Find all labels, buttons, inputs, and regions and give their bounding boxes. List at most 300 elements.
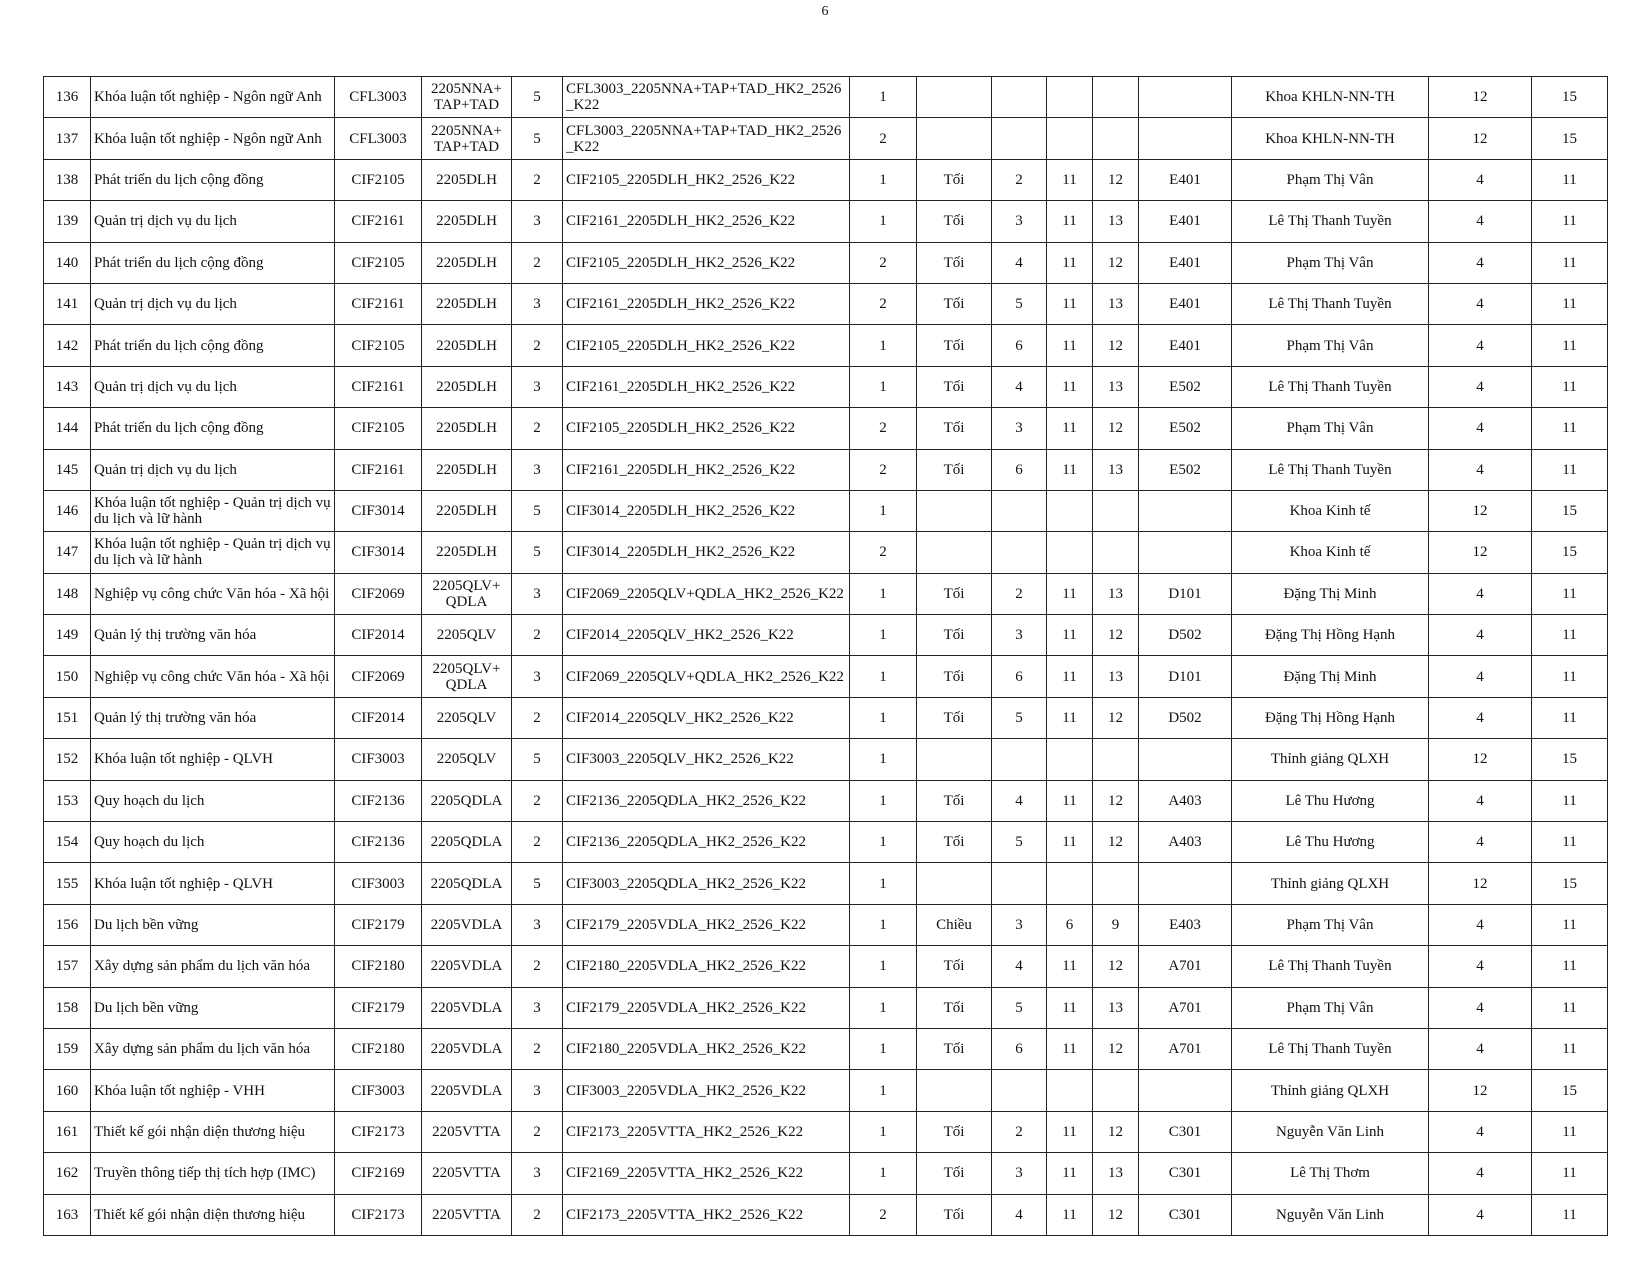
section-code-cell: CIF2179_2205VDLA_HK2_2526_K22	[563, 987, 850, 1028]
table-row	[44, 366, 1608, 407]
section-code-cell: CIF2161_2205DLH_HK2_2526_K22	[563, 201, 850, 242]
course-code-cell: CIF2180	[335, 1028, 422, 1069]
start-period-cell: 11	[1047, 159, 1093, 200]
weekday-cell: 3	[992, 408, 1047, 449]
lecturer-cell: Lê Thu Hương	[1232, 780, 1429, 821]
start-period-cell: 11	[1047, 283, 1093, 324]
weeks-end-cell: 15	[1532, 118, 1608, 159]
section-number-cell: 1	[850, 1028, 917, 1069]
start-period-cell: 11	[1047, 946, 1093, 987]
weeks-start-cell: 12	[1429, 739, 1532, 780]
row-number-cell: 159	[44, 1028, 91, 1069]
course-name-cell: Phát triển du lịch cộng đồng	[91, 325, 335, 366]
weeks-start-cell: 4	[1429, 946, 1532, 987]
room-cell	[1139, 532, 1232, 573]
weeks-start-cell: 4	[1429, 325, 1532, 366]
section-number-cell: 2	[850, 283, 917, 324]
session-cell	[917, 118, 992, 159]
course-name-cell: Quản trị dịch vụ du lịch	[91, 201, 335, 242]
page-number: 6	[821, 4, 829, 19]
section-number-cell: 2	[850, 449, 917, 490]
table-row	[44, 118, 1608, 159]
section-number-cell: 1	[850, 739, 917, 780]
credits-cell: 2	[512, 946, 563, 987]
section-code-cell: CIF2180_2205VDLA_HK2_2526_K22	[563, 946, 850, 987]
course-name-cell: Quy hoạch du lịch	[91, 780, 335, 821]
section-number-cell: 1	[850, 573, 917, 614]
class-group-cell: 2205VTTA	[422, 1194, 512, 1235]
end-period-cell: 12	[1093, 242, 1139, 283]
weeks-end-cell: 11	[1532, 159, 1608, 200]
room-cell: A701	[1139, 1028, 1232, 1069]
credits-cell: 3	[512, 366, 563, 407]
section-number-cell: 1	[850, 490, 917, 531]
weeks-end-cell: 11	[1532, 283, 1608, 324]
session-cell	[917, 532, 992, 573]
weeks-end-cell: 11	[1532, 1111, 1608, 1152]
session-cell: Chiều	[917, 904, 992, 945]
course-name-cell: Quy hoạch du lịch	[91, 822, 335, 863]
section-code-cell: CIF2069_2205QLV+QDLA_HK2_2526_K22	[563, 656, 850, 697]
weeks-end-cell: 11	[1532, 780, 1608, 821]
class-group-cell: 2205DLH	[422, 201, 512, 242]
section-code-cell: CIF3003_2205QLV_HK2_2526_K22	[563, 739, 850, 780]
course-code-cell: CFL3003	[335, 77, 422, 118]
weekday-cell	[992, 77, 1047, 118]
row-number-cell: 140	[44, 242, 91, 283]
course-name-cell: Du lịch bền vững	[91, 987, 335, 1028]
end-period-cell	[1093, 739, 1139, 780]
start-period-cell	[1047, 490, 1093, 531]
class-group-cell: 2205DLH	[422, 366, 512, 407]
table-row	[44, 201, 1608, 242]
section-code-cell: CIF2179_2205VDLA_HK2_2526_K22	[563, 904, 850, 945]
lecturer-cell: Khoa Kinh tế	[1232, 532, 1429, 573]
section-number-cell: 2	[850, 242, 917, 283]
table-row	[44, 325, 1608, 366]
weeks-start-cell: 4	[1429, 573, 1532, 614]
course-code-cell: CIF2105	[335, 242, 422, 283]
end-period-cell: 12	[1093, 697, 1139, 738]
class-group-cell: 2205NNA+ TAP+TAD	[422, 77, 512, 118]
weeks-end-cell: 15	[1532, 77, 1608, 118]
weekday-cell	[992, 490, 1047, 531]
weeks-start-cell: 4	[1429, 822, 1532, 863]
table-row	[44, 1070, 1608, 1111]
section-code-cell: CIF2180_2205VDLA_HK2_2526_K22	[563, 1028, 850, 1069]
row-number-cell: 163	[44, 1194, 91, 1235]
room-cell: A701	[1139, 946, 1232, 987]
section-number-cell: 2	[850, 118, 917, 159]
section-number-cell: 1	[850, 780, 917, 821]
weekday-cell: 2	[992, 159, 1047, 200]
class-group-cell: 2205DLH	[422, 532, 512, 573]
weeks-start-cell: 4	[1429, 201, 1532, 242]
course-code-cell: CIF2136	[335, 822, 422, 863]
row-number-cell: 157	[44, 946, 91, 987]
start-period-cell: 11	[1047, 325, 1093, 366]
end-period-cell	[1093, 490, 1139, 531]
end-period-cell: 12	[1093, 159, 1139, 200]
course-name-cell: Quản trị dịch vụ du lịch	[91, 449, 335, 490]
session-cell: Tối	[917, 283, 992, 324]
room-cell: E401	[1139, 242, 1232, 283]
weekday-cell: 5	[992, 697, 1047, 738]
lecturer-cell: Phạm Thị Vân	[1232, 904, 1429, 945]
table-row	[44, 904, 1608, 945]
section-number-cell: 1	[850, 656, 917, 697]
table-row	[44, 780, 1608, 821]
row-number-cell: 156	[44, 904, 91, 945]
session-cell: Tối	[917, 201, 992, 242]
weeks-end-cell: 15	[1532, 490, 1608, 531]
course-name-cell: Khóa luận tốt nghiệp - QLVH	[91, 863, 335, 904]
class-group-cell: 2205QLV+ QDLA	[422, 656, 512, 697]
weekday-cell	[992, 532, 1047, 573]
course-schedule-table	[43, 76, 1608, 1236]
room-cell: E502	[1139, 449, 1232, 490]
session-cell: Tối	[917, 1111, 992, 1152]
start-period-cell: 11	[1047, 822, 1093, 863]
lecturer-cell: Lê Thu Hương	[1232, 822, 1429, 863]
weeks-end-cell: 11	[1532, 325, 1608, 366]
weeks-start-cell: 12	[1429, 77, 1532, 118]
weeks-end-cell: 11	[1532, 201, 1608, 242]
course-code-cell: CIF2014	[335, 697, 422, 738]
weeks-end-cell: 11	[1532, 822, 1608, 863]
course-name-cell: Thiết kế gói nhận diện thương hiệu	[91, 1111, 335, 1152]
weekday-cell: 3	[992, 1153, 1047, 1194]
credits-cell: 2	[512, 1194, 563, 1235]
class-group-cell: 2205DLH	[422, 283, 512, 324]
weeks-end-cell: 11	[1532, 697, 1608, 738]
course-name-cell: Nghiệp vụ công chức Văn hóa - Xã hội	[91, 656, 335, 697]
session-cell	[917, 1070, 992, 1111]
start-period-cell: 11	[1047, 1028, 1093, 1069]
start-period-cell	[1047, 532, 1093, 573]
lecturer-cell: Lê Thị Thanh Tuyền	[1232, 1028, 1429, 1069]
table-row	[44, 946, 1608, 987]
session-cell: Tối	[917, 242, 992, 283]
course-name-cell: Xây dựng sản phẩm du lịch văn hóa	[91, 1028, 335, 1069]
weeks-end-cell: 11	[1532, 946, 1608, 987]
lecturer-cell: Đặng Thị Minh	[1232, 656, 1429, 697]
row-number-cell: 139	[44, 201, 91, 242]
course-code-cell: CIF2179	[335, 904, 422, 945]
class-group-cell: 2205QDLA	[422, 822, 512, 863]
start-period-cell	[1047, 739, 1093, 780]
start-period-cell: 6	[1047, 904, 1093, 945]
end-period-cell	[1093, 532, 1139, 573]
session-cell: Tối	[917, 946, 992, 987]
section-code-cell: CIF2105_2205DLH_HK2_2526_K22	[563, 408, 850, 449]
section-code-cell: CFL3003_2205NNA+TAP+TAD_HK2_2526_K22	[563, 118, 850, 159]
class-group-cell: 2205VTTA	[422, 1111, 512, 1152]
course-name-cell: Xây dựng sản phẩm du lịch văn hóa	[91, 946, 335, 987]
end-period-cell: 12	[1093, 1194, 1139, 1235]
section-code-cell: CIF3014_2205DLH_HK2_2526_K22	[563, 490, 850, 531]
section-number-cell: 1	[850, 1153, 917, 1194]
table-row	[44, 615, 1608, 656]
credits-cell: 5	[512, 863, 563, 904]
section-code-cell: CFL3003_2205NNA+TAP+TAD_HK2_2526_K22	[563, 77, 850, 118]
weeks-start-cell: 4	[1429, 242, 1532, 283]
end-period-cell: 13	[1093, 573, 1139, 614]
end-period-cell: 12	[1093, 822, 1139, 863]
table-row	[44, 697, 1608, 738]
credits-cell: 3	[512, 1153, 563, 1194]
room-cell: A403	[1139, 822, 1232, 863]
credits-cell: 3	[512, 201, 563, 242]
credits-cell: 2	[512, 242, 563, 283]
section-code-cell: CIF3003_2205VDLA_HK2_2526_K22	[563, 1070, 850, 1111]
section-code-cell: CIF2069_2205QLV+QDLA_HK2_2526_K22	[563, 573, 850, 614]
weekday-cell: 2	[992, 1111, 1047, 1152]
course-code-cell: CIF2161	[335, 449, 422, 490]
row-number-cell: 148	[44, 573, 91, 614]
section-number-cell: 1	[850, 1111, 917, 1152]
room-cell: D502	[1139, 697, 1232, 738]
end-period-cell	[1093, 77, 1139, 118]
start-period-cell: 11	[1047, 408, 1093, 449]
start-period-cell: 11	[1047, 1111, 1093, 1152]
table-row	[44, 1111, 1608, 1152]
course-name-cell: Quản trị dịch vụ du lịch	[91, 283, 335, 324]
section-code-cell: CIF2173_2205VTTA_HK2_2526_K22	[563, 1111, 850, 1152]
session-cell	[917, 490, 992, 531]
start-period-cell: 11	[1047, 201, 1093, 242]
start-period-cell	[1047, 77, 1093, 118]
weekday-cell: 4	[992, 780, 1047, 821]
table-row	[44, 863, 1608, 904]
credits-cell: 3	[512, 656, 563, 697]
class-group-cell: 2205VDLA	[422, 987, 512, 1028]
lecturer-cell: Thỉnh giảng QLXH	[1232, 863, 1429, 904]
session-cell	[917, 77, 992, 118]
class-group-cell: 2205NNA+ TAP+TAD	[422, 118, 512, 159]
weekday-cell: 2	[992, 573, 1047, 614]
course-name-cell: Khóa luận tốt nghiệp - Quản trị dịch vụ du lịch và lữ hành	[91, 490, 335, 531]
course-code-cell: CIF2105	[335, 325, 422, 366]
weeks-start-cell: 4	[1429, 697, 1532, 738]
course-code-cell: CIF2136	[335, 780, 422, 821]
weeks-start-cell: 4	[1429, 780, 1532, 821]
credits-cell: 3	[512, 573, 563, 614]
weeks-start-cell: 4	[1429, 1028, 1532, 1069]
start-period-cell: 11	[1047, 656, 1093, 697]
weekday-cell: 6	[992, 656, 1047, 697]
room-cell: D101	[1139, 573, 1232, 614]
weekday-cell: 5	[992, 283, 1047, 324]
credits-cell: 2	[512, 615, 563, 656]
section-number-cell: 1	[850, 1070, 917, 1111]
course-name-cell: Nghiệp vụ công chức Văn hóa - Xã hội	[91, 573, 335, 614]
room-cell	[1139, 1070, 1232, 1111]
class-group-cell: 2205VDLA	[422, 1070, 512, 1111]
end-period-cell	[1093, 863, 1139, 904]
table-row	[44, 449, 1608, 490]
session-cell: Tối	[917, 1194, 992, 1235]
weekday-cell	[992, 739, 1047, 780]
room-cell	[1139, 490, 1232, 531]
section-number-cell: 1	[850, 904, 917, 945]
weeks-start-cell: 4	[1429, 987, 1532, 1028]
table-row	[44, 822, 1608, 863]
session-cell: Tối	[917, 449, 992, 490]
lecturer-cell: Khoa KHLN-NN-TH	[1232, 118, 1429, 159]
end-period-cell	[1093, 1070, 1139, 1111]
weeks-end-cell: 11	[1532, 615, 1608, 656]
start-period-cell: 11	[1047, 242, 1093, 283]
row-number-cell: 158	[44, 987, 91, 1028]
weekday-cell	[992, 1070, 1047, 1111]
credits-cell: 5	[512, 739, 563, 780]
table-row	[44, 532, 1608, 573]
credits-cell: 2	[512, 822, 563, 863]
row-number-cell: 155	[44, 863, 91, 904]
weekday-cell: 5	[992, 822, 1047, 863]
credits-cell: 3	[512, 1070, 563, 1111]
session-cell: Tối	[917, 987, 992, 1028]
weekday-cell: 6	[992, 449, 1047, 490]
weekday-cell: 4	[992, 242, 1047, 283]
section-number-cell: 2	[850, 408, 917, 449]
lecturer-cell: Lê Thị Thanh Tuyền	[1232, 366, 1429, 407]
section-code-cell: CIF2169_2205VTTA_HK2_2526_K22	[563, 1153, 850, 1194]
weekday-cell: 3	[992, 201, 1047, 242]
weeks-start-cell: 4	[1429, 159, 1532, 200]
weeks-end-cell: 11	[1532, 408, 1608, 449]
row-number-cell: 145	[44, 449, 91, 490]
start-period-cell: 11	[1047, 987, 1093, 1028]
start-period-cell: 11	[1047, 366, 1093, 407]
lecturer-cell: Thỉnh giảng QLXH	[1232, 1070, 1429, 1111]
course-name-cell: Khóa luận tốt nghiệp - Ngôn ngữ Anh	[91, 118, 335, 159]
start-period-cell: 11	[1047, 1194, 1093, 1235]
weeks-start-cell: 4	[1429, 366, 1532, 407]
class-group-cell: 2205DLH	[422, 325, 512, 366]
weeks-end-cell: 11	[1532, 1153, 1608, 1194]
table-row	[44, 1028, 1608, 1069]
class-group-cell: 2205QLV	[422, 739, 512, 780]
row-number-cell: 162	[44, 1153, 91, 1194]
lecturer-cell: Nguyễn Văn Linh	[1232, 1111, 1429, 1152]
course-code-cell: CIF2161	[335, 283, 422, 324]
weeks-start-cell: 4	[1429, 283, 1532, 324]
course-code-cell: CIF3014	[335, 532, 422, 573]
course-name-cell: Khóa luận tốt nghiệp - Ngôn ngữ Anh	[91, 77, 335, 118]
class-group-cell: 2205QDLA	[422, 780, 512, 821]
section-code-cell: CIF2136_2205QDLA_HK2_2526_K22	[563, 822, 850, 863]
section-code-cell: CIF3003_2205QDLA_HK2_2526_K22	[563, 863, 850, 904]
weeks-end-cell: 11	[1532, 573, 1608, 614]
lecturer-cell: Phạm Thị Vân	[1232, 325, 1429, 366]
table-row	[44, 408, 1608, 449]
table-row	[44, 739, 1608, 780]
end-period-cell: 13	[1093, 283, 1139, 324]
end-period-cell: 13	[1093, 1153, 1139, 1194]
lecturer-cell: Đặng Thị Hồng Hạnh	[1232, 697, 1429, 738]
section-number-cell: 1	[850, 366, 917, 407]
end-period-cell: 12	[1093, 780, 1139, 821]
row-number-cell: 147	[44, 532, 91, 573]
class-group-cell: 2205QLV	[422, 615, 512, 656]
room-cell: D502	[1139, 615, 1232, 656]
weeks-start-cell: 4	[1429, 1111, 1532, 1152]
course-code-cell: CIF3003	[335, 739, 422, 780]
course-name-cell: Phát triển du lịch cộng đồng	[91, 242, 335, 283]
course-name-cell: Quản lý thị trường văn hóa	[91, 697, 335, 738]
weeks-start-cell: 12	[1429, 863, 1532, 904]
weekday-cell	[992, 863, 1047, 904]
weekday-cell: 4	[992, 946, 1047, 987]
end-period-cell: 13	[1093, 656, 1139, 697]
end-period-cell: 12	[1093, 615, 1139, 656]
row-number-cell: 142	[44, 325, 91, 366]
weeks-end-cell: 11	[1532, 656, 1608, 697]
room-cell: E401	[1139, 283, 1232, 324]
section-code-cell: CIF2136_2205QDLA_HK2_2526_K22	[563, 780, 850, 821]
weeks-end-cell: 11	[1532, 1194, 1608, 1235]
start-period-cell: 11	[1047, 1153, 1093, 1194]
weekday-cell	[992, 118, 1047, 159]
room-cell	[1139, 118, 1232, 159]
section-number-cell: 2	[850, 1194, 917, 1235]
row-number-cell: 161	[44, 1111, 91, 1152]
lecturer-cell: Phạm Thị Vân	[1232, 159, 1429, 200]
course-code-cell: CIF2173	[335, 1194, 422, 1235]
row-number-cell: 150	[44, 656, 91, 697]
lecturer-cell: Lê Thị Thơm	[1232, 1153, 1429, 1194]
lecturer-cell: Đặng Thị Hồng Hạnh	[1232, 615, 1429, 656]
section-code-cell: CIF2173_2205VTTA_HK2_2526_K22	[563, 1194, 850, 1235]
section-number-cell: 1	[850, 77, 917, 118]
section-number-cell: 2	[850, 532, 917, 573]
course-code-cell: CIF2173	[335, 1111, 422, 1152]
section-number-cell: 1	[850, 159, 917, 200]
course-code-cell: CIF2180	[335, 946, 422, 987]
start-period-cell	[1047, 863, 1093, 904]
course-name-cell: Khóa luận tốt nghiệp - QLVH	[91, 739, 335, 780]
class-group-cell: 2205DLH	[422, 159, 512, 200]
start-period-cell	[1047, 1070, 1093, 1111]
class-group-cell: 2205VDLA	[422, 904, 512, 945]
lecturer-cell: Thỉnh giảng QLXH	[1232, 739, 1429, 780]
end-period-cell: 13	[1093, 987, 1139, 1028]
course-code-cell: CIF2014	[335, 615, 422, 656]
session-cell: Tối	[917, 697, 992, 738]
row-number-cell: 152	[44, 739, 91, 780]
table-row	[44, 242, 1608, 283]
room-cell: C301	[1139, 1194, 1232, 1235]
class-group-cell: 2205DLH	[422, 408, 512, 449]
weekday-cell: 6	[992, 325, 1047, 366]
class-group-cell: 2205VDLA	[422, 1028, 512, 1069]
session-cell: Tối	[917, 1028, 992, 1069]
row-number-cell: 154	[44, 822, 91, 863]
credits-cell: 2	[512, 408, 563, 449]
section-code-cell: CIF2161_2205DLH_HK2_2526_K22	[563, 366, 850, 407]
weeks-end-cell: 15	[1532, 532, 1608, 573]
row-number-cell: 136	[44, 77, 91, 118]
end-period-cell	[1093, 118, 1139, 159]
section-number-cell: 1	[850, 325, 917, 366]
weeks-start-cell: 4	[1429, 615, 1532, 656]
course-code-cell: CIF2069	[335, 573, 422, 614]
session-cell: Tối	[917, 656, 992, 697]
section-number-cell: 1	[850, 822, 917, 863]
credits-cell: 2	[512, 1111, 563, 1152]
